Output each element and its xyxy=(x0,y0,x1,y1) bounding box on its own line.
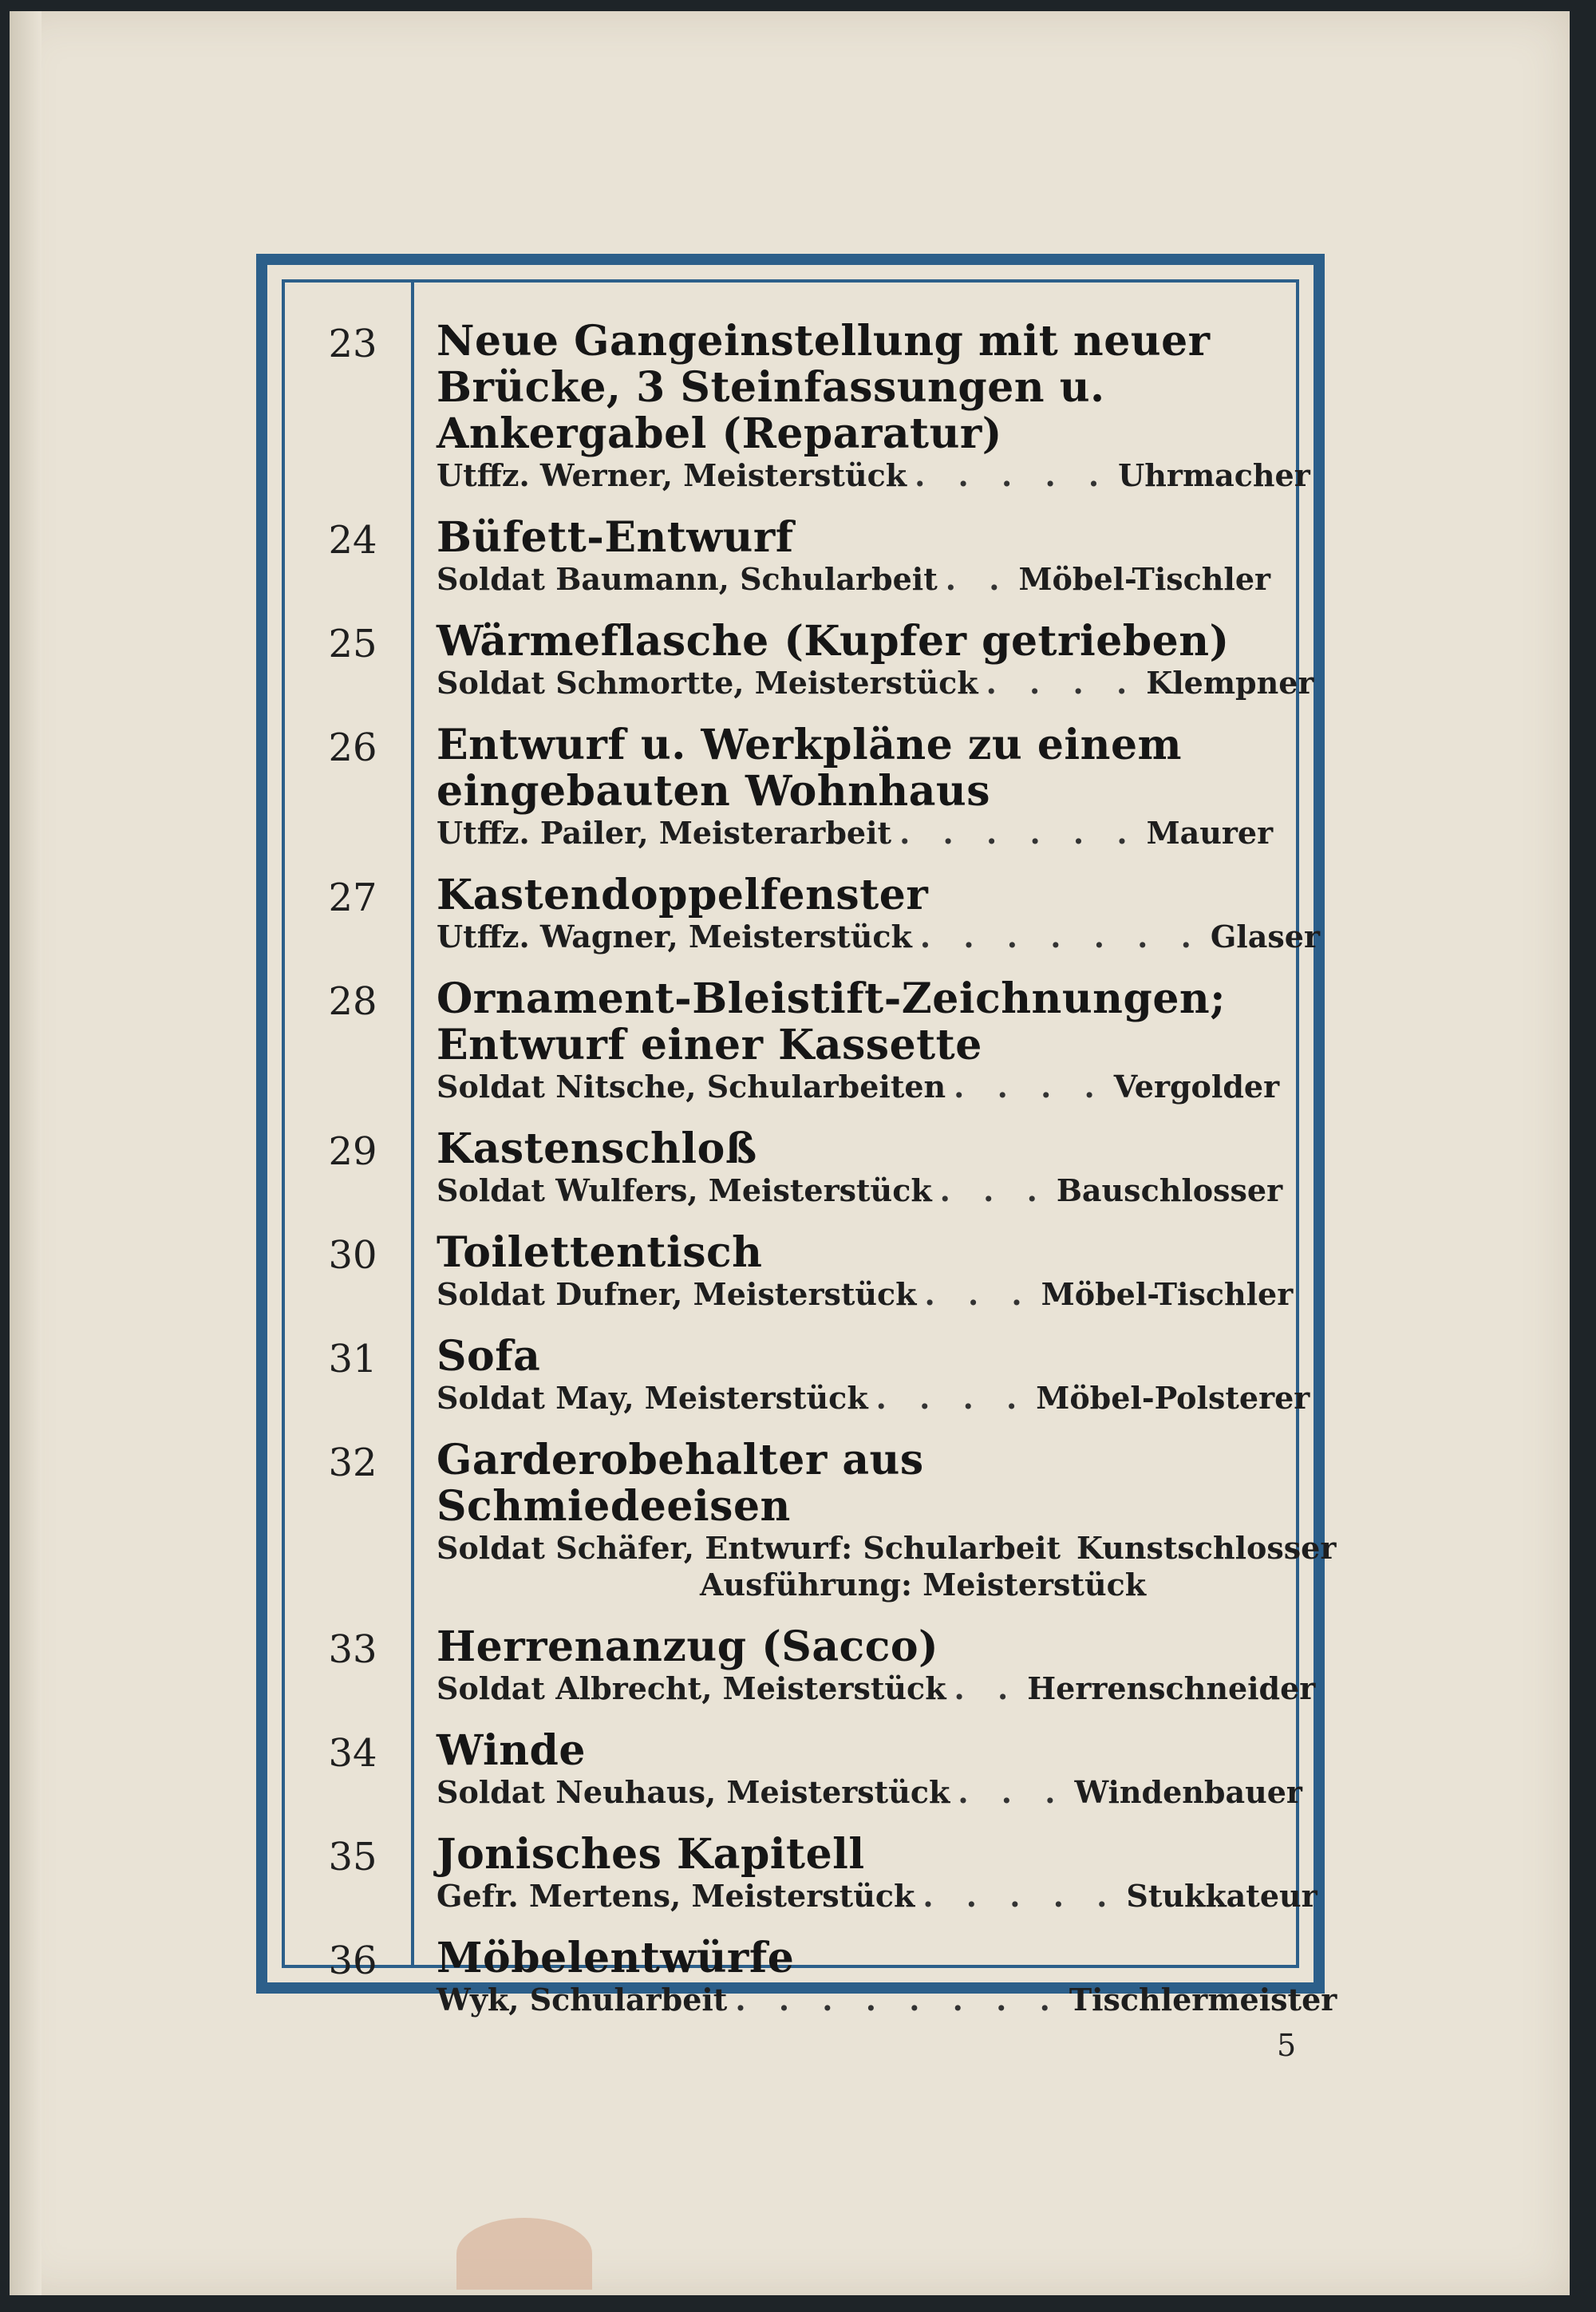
entry-maker: Soldat Schmortte, Meisterstück xyxy=(437,665,978,701)
entry-leader-dots: . . . xyxy=(958,1774,1067,1810)
entry-title: Herrenanzug (Sacco) xyxy=(437,1622,939,1671)
entry-leader-dots: . . . . xyxy=(875,1380,1029,1416)
entry-number: 25 xyxy=(328,622,377,666)
entry-trade: Maurer xyxy=(1146,815,1274,851)
entry-maker: Soldat Neuhaus, Meisterstück xyxy=(437,1774,950,1810)
entry-trade: Vergolder xyxy=(1113,1069,1280,1105)
entry-maker-line xyxy=(437,1774,1302,1811)
catalog-inner-frame xyxy=(282,279,1337,2018)
entry-maker: Utffz. Pailer, Meisterarbeit xyxy=(437,815,892,851)
catalog-entry xyxy=(285,1126,1296,1209)
entry-trade: Klempner xyxy=(1146,665,1314,701)
entry-maker: Utffz. Wagner, Meisterstück xyxy=(437,919,912,954)
entry-list xyxy=(285,317,1337,2039)
entry-title: Entwurf u. Werkpläne zu einem eingebauten Wohnhaus xyxy=(437,721,1183,816)
entry-number: 31 xyxy=(328,1337,377,1381)
book-page xyxy=(10,11,1570,2295)
catalog-entry xyxy=(285,515,1296,598)
entry-title: Neue Gangeinstellung mit neuer Brücke, 3 Steinfassungen u. Ankergabel (Reparatur) xyxy=(437,317,1211,458)
entry-leader-dots: . . . . . xyxy=(915,457,1111,493)
catalog-entry xyxy=(285,1622,1316,1707)
entry-number: 23 xyxy=(328,322,377,366)
catalog-entry xyxy=(285,1230,1296,1313)
entry-number: 35 xyxy=(328,1835,377,1879)
entry-maker: Soldat Wulfers, Meisterstück xyxy=(437,1172,932,1208)
entry-maker: Soldat Albrecht, Meisterstück xyxy=(437,1670,946,1706)
entry-title: Toilettentisch xyxy=(437,1228,763,1277)
entry-trade: Glaser xyxy=(1210,919,1320,954)
entry-maker-line xyxy=(437,457,1310,494)
entry-title: Kastenschloß xyxy=(437,1124,757,1173)
entry-maker-line xyxy=(437,1982,1337,2018)
entry-maker-line xyxy=(437,1530,1337,1567)
entry-maker: Utffz. Werner, Meisterstück xyxy=(437,457,907,493)
entry-trade: Möbel-Polsterer xyxy=(1036,1380,1310,1416)
catalog-entry xyxy=(285,976,1296,1105)
entry-title: Garderobehalter aus Schmiedeeisen xyxy=(437,1436,924,1531)
entry-trade: Bauschlosser xyxy=(1056,1172,1283,1208)
entry-maker-line xyxy=(437,815,1274,852)
entry-title: Möbelentwürfe xyxy=(437,1934,795,1982)
entry-leader-dots: . . . . . xyxy=(922,1878,1119,1914)
entry-maker-line xyxy=(437,1069,1280,1105)
entry-maker: Soldat Schäfer, Entwurf: Schularbeit xyxy=(437,1530,1061,1566)
catalog-entry xyxy=(285,722,1296,852)
entry-leader-dots: . . . . xyxy=(954,1069,1106,1105)
entry-number: 27 xyxy=(328,875,377,920)
catalog-entry xyxy=(285,617,1314,702)
entry-title: Büfett-Entwurf xyxy=(437,513,794,562)
entry-maker: Soldat Dufner, Meisterstück xyxy=(437,1276,917,1312)
catalog-entry xyxy=(285,1332,1310,1417)
entry-number: 24 xyxy=(328,518,377,563)
entry-maker-line xyxy=(437,561,1271,598)
catalog-entry xyxy=(285,1830,1317,1915)
catalog-entry xyxy=(285,871,1320,955)
entry-number: 28 xyxy=(328,979,377,1024)
entry-leader-dots: . . . xyxy=(924,1276,1033,1312)
paper-stain xyxy=(456,2218,592,2290)
entry-trade: Tischlermeister xyxy=(1069,1982,1337,2018)
catalog-entry xyxy=(285,1436,1337,1603)
entry-title: Sofa xyxy=(437,1332,541,1381)
page-number: 5 xyxy=(1277,2028,1297,2063)
entry-maker-line xyxy=(437,919,1320,955)
entry-maker-line xyxy=(437,1878,1317,1915)
catalog-entry xyxy=(285,1934,1337,2018)
entry-maker: Wyk, Schularbeit xyxy=(437,1982,728,2018)
entry-trade: Herrenschneider xyxy=(1027,1670,1316,1706)
entry-number: 34 xyxy=(328,1731,377,1776)
entry-maker: Soldat Nitsche, Schularbeiten xyxy=(437,1069,946,1105)
entry-trade: Möbel-Tischler xyxy=(1041,1276,1294,1312)
entry-title: Wärmeflasche (Kupfer getrieben) xyxy=(437,617,1230,666)
entry-maker: Soldat May, Meisterstück xyxy=(437,1380,868,1416)
entry-number: 36 xyxy=(328,1939,377,1983)
entry-trade: Möbel-Tischler xyxy=(1018,561,1271,597)
entry-trade: Uhrmacher xyxy=(1118,457,1310,493)
entry-leader-dots: . . . . . . . . xyxy=(735,1982,1061,2018)
entry-leader-dots: . . . . xyxy=(986,665,1139,701)
entry-maker: Gefr. Mertens, Meisterstück xyxy=(437,1878,915,1914)
entry-leader-dots: . . . . . . . xyxy=(919,919,1203,954)
entry-maker-line xyxy=(437,665,1314,702)
entry-title: Winde xyxy=(437,1726,586,1775)
entry-maker-line xyxy=(437,1172,1283,1209)
entry-execution-note: Ausführung: Meisterstück xyxy=(700,1567,1147,1603)
entry-trade: Windenbauer xyxy=(1074,1774,1302,1810)
entry-title: Jonisches Kapitell xyxy=(437,1830,865,1879)
entry-number: 33 xyxy=(328,1627,377,1672)
catalog-frame xyxy=(256,254,1337,2018)
entry-leader-dots: . . . . . . xyxy=(899,815,1139,851)
page-gutter xyxy=(10,11,41,2295)
entry-title: Kastendoppelfenster xyxy=(437,871,929,919)
entry-trade: Stukkateur xyxy=(1126,1878,1317,1914)
entry-number: 30 xyxy=(328,1233,377,1278)
entry-leader-dots: . . xyxy=(945,561,1011,597)
catalog-entry xyxy=(285,317,1310,494)
entry-maker-line xyxy=(437,1380,1310,1417)
entry-number: 32 xyxy=(328,1441,377,1485)
entry-title: Ornament-Bleistift-Zeichnungen; Entwurf einer Kassette xyxy=(437,974,1226,1069)
entry-leader-dots: . . . xyxy=(939,1172,1049,1208)
entry-number: 26 xyxy=(328,725,377,770)
entry-maker-line xyxy=(437,1670,1316,1707)
catalog-entry xyxy=(285,1726,1302,1811)
entry-maker: Soldat Baumann, Schularbeit xyxy=(437,561,938,597)
entry-trade: Kunstschlosser xyxy=(1077,1530,1337,1566)
entry-number: 29 xyxy=(328,1129,377,1174)
entry-leader-dots: . . xyxy=(954,1670,1020,1706)
entry-maker-line xyxy=(437,1276,1294,1313)
